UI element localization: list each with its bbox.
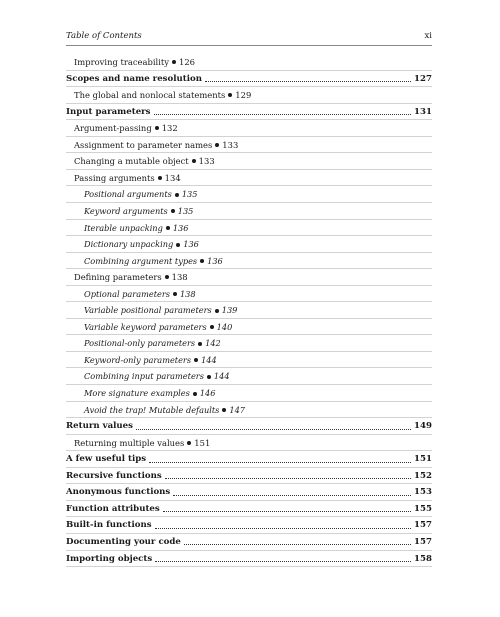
toc-subsubsection-entry[interactable]	[66, 220, 432, 236]
toc-entry-page: 157	[414, 536, 432, 547]
toc-entry-title: Scopes and name resolution	[66, 73, 202, 84]
bullet-separator-icon	[171, 209, 175, 213]
toc-subsubsection-entry[interactable]	[66, 203, 432, 219]
bullet-separator-icon	[198, 342, 202, 346]
toc-entry-page: 139	[221, 305, 238, 316]
toc-dot-leader	[165, 478, 411, 479]
toc-entry-title: Avoid the trap! Mutable defaults	[84, 404, 220, 415]
toc-dot-leader	[205, 81, 411, 82]
toc-entry-page: 144	[213, 371, 230, 382]
toc-entry-page: 144	[201, 354, 217, 365]
running-header	[66, 31, 432, 45]
bullet-separator-icon	[207, 375, 211, 379]
toc-entry-page: 140	[216, 321, 233, 332]
toc-entry-title: Optional parameters	[84, 288, 170, 299]
toc-entry-page: 129	[235, 90, 252, 101]
toc-section-entry[interactable]	[66, 71, 432, 87]
toc-entry-page: 134	[164, 172, 181, 183]
toc-entry-page: 135	[181, 189, 198, 200]
toc-entry-page: 155	[414, 503, 432, 514]
toc-entry-page: 152	[414, 470, 432, 481]
bullet-separator-icon	[215, 309, 219, 313]
toc-dot-leader	[184, 544, 411, 545]
bullet-separator-icon	[176, 243, 180, 247]
toc-entry-title: Positional-only parameters	[84, 338, 196, 349]
toc-entry-title: Documenting your code	[66, 536, 181, 547]
toc-entry-page: 131	[414, 106, 432, 117]
toc-entry-title: More signature examples	[84, 388, 190, 398]
header-rule	[66, 45, 432, 46]
toc-section-entry[interactable]	[66, 534, 432, 550]
toc-subsubsection-entry[interactable]	[66, 385, 432, 401]
toc-entry-title: Importing objects	[66, 553, 153, 564]
bullet-separator-icon	[175, 193, 179, 197]
toc-dot-leader	[173, 495, 411, 496]
toc-subsubsection-entry[interactable]	[66, 319, 432, 335]
toc-section-entry[interactable]	[66, 517, 432, 533]
toc-dot-leader	[163, 511, 411, 512]
running-header-page-number: xi	[424, 31, 432, 41]
toc-entry-title: Function attributes	[66, 503, 160, 514]
toc-dot-leader	[154, 114, 412, 115]
toc-entry-title: Return values	[66, 421, 133, 432]
toc-entry-title: Positional arguments	[84, 189, 172, 200]
toc-subsection-entry[interactable]	[66, 87, 432, 103]
toc-section-entry[interactable]	[66, 104, 432, 120]
toc-subsection-entry[interactable]	[66, 435, 432, 451]
toc-entry-page: 157	[414, 520, 432, 531]
toc-entry-title: Changing a mutable object	[74, 156, 189, 167]
toc-subsection-entry[interactable]	[66, 120, 432, 136]
toc-row-divider	[66, 566, 432, 567]
bullet-separator-icon	[192, 159, 196, 163]
toc-entry-title: Keyword-only parameters	[84, 354, 192, 365]
toc-entry-title: Argument-passing	[74, 123, 152, 134]
bullet-separator-icon	[210, 325, 214, 329]
toc-entry-title: Defining parameters	[74, 272, 162, 283]
toc-subsection-entry[interactable]	[66, 269, 432, 285]
toc-subsubsection-entry[interactable]	[66, 186, 432, 202]
toc-dot-leader	[136, 429, 411, 430]
toc-entry-title: Input parameters	[66, 106, 151, 117]
toc-entry-page: 136	[172, 222, 189, 233]
bullet-separator-icon	[166, 226, 170, 230]
toc-entry-page: 133	[198, 156, 215, 167]
bullet-separator-icon	[228, 93, 232, 97]
bullet-separator-icon	[194, 358, 198, 362]
toc-entry-title: Built-in functions	[66, 520, 152, 531]
toc-entry-title: Keyword arguments	[84, 205, 168, 216]
toc-section-entry[interactable]	[66, 551, 432, 567]
toc-subsubsection-entry[interactable]	[66, 253, 432, 269]
toc-dot-leader	[155, 528, 411, 529]
bullet-separator-icon	[222, 408, 226, 412]
toc-subsection-entry[interactable]	[66, 170, 432, 186]
toc-dot-leader	[155, 561, 411, 562]
toc-subsubsection-entry[interactable]	[66, 402, 432, 418]
toc-section-entry[interactable]	[66, 501, 432, 517]
toc-subsubsection-entry[interactable]	[66, 335, 432, 351]
toc-entry-page: 127	[414, 73, 432, 84]
toc-entry-title: The global and nonlocal statements	[74, 90, 226, 101]
bullet-separator-icon	[215, 143, 219, 147]
toc-section-entry[interactable]	[66, 484, 432, 500]
toc-subsection-entry[interactable]	[66, 54, 432, 70]
bullet-separator-icon	[165, 275, 169, 279]
bullet-separator-icon	[173, 292, 177, 296]
toc-entry-page: 153	[414, 487, 432, 498]
toc-entry-page: 142	[205, 338, 221, 349]
bullet-separator-icon	[172, 60, 176, 64]
toc-section-entry[interactable]	[66, 418, 432, 434]
toc-dot-leader	[149, 462, 411, 463]
toc-entry-title: Iterable unpacking	[84, 222, 163, 233]
bullet-separator-icon	[187, 441, 191, 445]
toc-entry-title: Dictionary unpacking	[84, 239, 174, 250]
toc-entry-title: Variable positional parameters	[84, 305, 212, 316]
bullet-separator-icon	[193, 392, 197, 396]
toc-section-entry[interactable]	[66, 468, 432, 484]
toc-entry-title: Improving traceability	[74, 57, 169, 67]
toc-subsection-entry[interactable]	[66, 153, 432, 169]
toc-entry-title: Passing arguments	[74, 172, 155, 183]
running-header-title: Table of Contents	[66, 31, 142, 41]
bullet-separator-icon	[158, 176, 162, 180]
toc-entry-page: 133	[222, 139, 239, 150]
toc-entry-page: 151	[194, 437, 211, 448]
toc-entry-page: 138	[171, 272, 188, 283]
toc-entry-title: Anonymous functions	[66, 487, 171, 498]
toc-subsubsection-entry[interactable]	[66, 236, 432, 252]
bullet-separator-icon	[155, 126, 159, 130]
toc-entry-title: Combining argument types	[84, 255, 198, 266]
toc-subsection-entry[interactable]	[66, 137, 432, 153]
toc-entry-page: 126	[178, 57, 195, 67]
toc-entry-page: 135	[177, 205, 194, 216]
toc-entry-page: 146	[199, 388, 216, 398]
toc-entry-page: 151	[414, 454, 432, 465]
toc-entry-page: 136	[183, 239, 199, 250]
toc-entry-title: Returning multiple values	[74, 437, 185, 448]
toc-entry-title: Variable keyword parameters	[84, 321, 207, 332]
toc-entry-page: 136	[207, 255, 223, 266]
toc-entry-title: Recursive functions	[66, 470, 162, 481]
toc-entry-page: 147	[229, 404, 245, 415]
toc-entry-page: 138	[179, 288, 196, 299]
bullet-separator-icon	[200, 259, 204, 263]
toc-entry-page: 132	[161, 123, 178, 134]
toc-page	[66, 0, 432, 617]
toc-subsubsection-entry[interactable]	[66, 352, 432, 368]
toc-entry-title: Combining input parameters	[84, 371, 204, 382]
toc-section-entry[interactable]	[66, 451, 432, 467]
toc-entry-page: 158	[414, 553, 432, 564]
toc-entry-title: Assignment to parameter names	[74, 139, 213, 150]
toc-entry-title: A few useful tips	[66, 454, 147, 465]
toc-subsubsection-entry[interactable]	[66, 368, 432, 384]
toc-entry-page: 149	[414, 421, 432, 432]
toc-subsubsection-entry[interactable]	[66, 302, 432, 318]
toc-subsubsection-entry[interactable]	[66, 286, 432, 302]
